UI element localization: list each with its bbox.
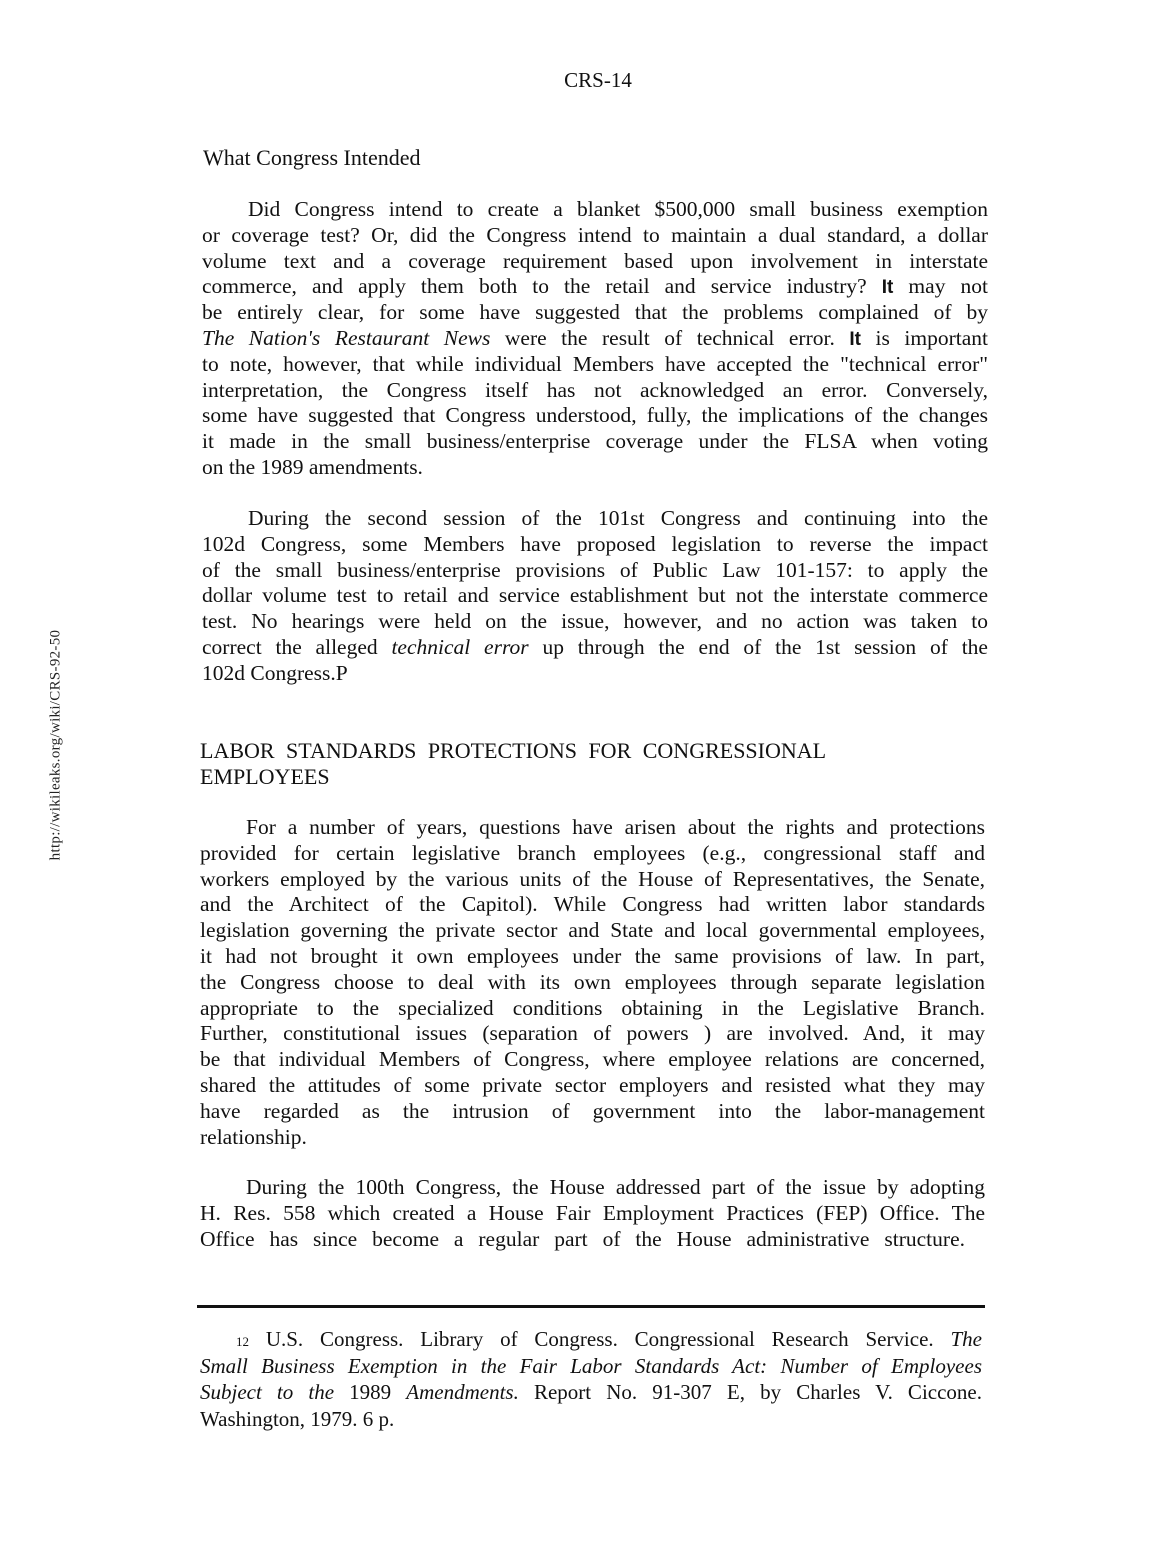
paragraph-line: appropriate to the specialized conditions obtaining in the Legislative Branch. bbox=[200, 995, 985, 1020]
paragraph-line: During the second session of the 101st Congress and continuing into the bbox=[248, 506, 988, 530]
paragraph-line bbox=[202, 326, 988, 352]
text-run: commerce, and apply them both to the retail and service industry? bbox=[202, 274, 882, 299]
paragraph-line: it had not brought it own employees under the same provisions of law. In part, bbox=[200, 943, 985, 968]
section-heading-labor-standards bbox=[200, 738, 826, 790]
paragraph-101st-congress bbox=[202, 506, 988, 687]
page-number: CRS-14 bbox=[564, 68, 632, 92]
text-run: U.S. Congress. Library of Congress. Congressional Research Service. bbox=[249, 1327, 951, 1351]
text-run: 1989 bbox=[334, 1380, 407, 1404]
bold-it-word: It bbox=[881, 277, 894, 299]
paragraph-line bbox=[202, 635, 988, 661]
paragraph-line: and the Architect of the Capitol). While Congress had written labor standards bbox=[200, 892, 985, 917]
footnote-line: Washington, 1979. 6 p. bbox=[200, 1406, 395, 1431]
side-url-watermark: http://wikileaks.org/wiki/CRS-92-50 bbox=[47, 629, 64, 861]
paragraph-line: test. No hearings were held on the issue, however, and no action was taken to bbox=[202, 609, 988, 634]
italic-run: The bbox=[950, 1327, 982, 1351]
paragraph-line: on the 1989 amendments. bbox=[202, 454, 423, 479]
footnote-marker: 12 bbox=[236, 1334, 249, 1349]
paragraph-line: workers employed by the various units of the House of Representatives, the Senate, bbox=[200, 866, 985, 891]
paragraph-line: relationship. bbox=[200, 1124, 307, 1149]
bold-it-word: It bbox=[849, 328, 861, 350]
paragraph-line: the Congress choose to deal with its own employees through separate legislation bbox=[200, 969, 985, 994]
paragraph-line: H. Res. 558 which created a House Fair Employment Practices (FEP) Office. The bbox=[200, 1200, 985, 1225]
heading-line: LABOR STANDARDS PROTECTIONS FOR CONGRESSIONAL bbox=[200, 738, 827, 763]
text-run: may not bbox=[893, 274, 988, 299]
italic-run: Subject to the bbox=[200, 1380, 335, 1404]
paragraph-line: have regarded as the intrusion of government into the labor-management bbox=[200, 1098, 985, 1123]
paragraph-line: interpretation, the Congress itself has not acknowledged an error. Conversely, bbox=[202, 377, 988, 402]
text-run: Report No. 91-307 E, by Charles V. Ciccone. bbox=[518, 1380, 982, 1404]
paragraph-line: to note, however, that while individual Members have accepted the "technical error" bbox=[202, 351, 988, 376]
paragraph-line: For a number of years, questions have arisen about the rights and protections bbox=[246, 815, 985, 839]
paragraph-line bbox=[202, 274, 988, 300]
paragraph-line: 102d Congress.P bbox=[202, 660, 348, 685]
paragraph-line: be entirely clear, for some have suggested that the problems complained of by bbox=[202, 300, 988, 325]
paragraph-line: Further, constitutional issues (separation of powers ) are involved. And, it may bbox=[200, 1021, 985, 1046]
section-heading-what-congress-intended: What Congress Intended bbox=[203, 145, 421, 170]
paragraph-line: provided for certain legislative branch employees (e.g., congressional staff and bbox=[200, 840, 985, 865]
paragraph-line: some have suggested that Congress understood, fully, the implications of the changes bbox=[202, 403, 988, 428]
paragraph-line: be that individual Members of Congress, where employee relations are concerned, bbox=[200, 1047, 985, 1072]
paragraph-line: shared the attitudes of some private sector employers and resisted what they may bbox=[200, 1072, 985, 1097]
heading-line: EMPLOYEES bbox=[200, 764, 330, 789]
paragraph-line: dollar volume test to retail and service establishment but not the interstate commerce bbox=[202, 583, 988, 608]
paragraph-100th-congress bbox=[200, 1175, 985, 1252]
italic-run: Amendments. bbox=[406, 1380, 519, 1404]
publication-title: The Nation's Restaurant News bbox=[202, 325, 491, 350]
text-run: up through the end of the 1st session of the bbox=[528, 634, 988, 659]
paragraph-legislative-employees bbox=[200, 815, 985, 1150]
italic-term: technical error bbox=[391, 634, 529, 659]
italic-run: Small Business Exemption in the Fair Labor Standards Act: Number of Employees bbox=[200, 1353, 982, 1378]
paragraph-line: volume text and a coverage requirement based upon involvement in interstate bbox=[202, 248, 988, 273]
paragraph-line: legislation governing the private sector and State and local governmental employees, bbox=[200, 918, 985, 943]
footnote-line bbox=[200, 1379, 982, 1406]
paragraph-line: of the small business/enterprise provisions of Public Law 101-157: to apply the bbox=[202, 557, 988, 582]
footnote-line bbox=[200, 1353, 982, 1380]
text-run: correct the alleged bbox=[202, 634, 392, 659]
footnote-divider bbox=[197, 1305, 985, 1308]
paragraph-line: During the 100th Congress, the House addressed part of the issue by adopting bbox=[246, 1175, 985, 1199]
text-run: is important bbox=[861, 325, 989, 350]
paragraph-line: it made in the small business/enterprise coverage under the FLSA when voting bbox=[202, 429, 988, 454]
paragraph-line: Did Congress intend to create a blanket $500,000 small business exemption bbox=[248, 197, 988, 221]
paragraph-line: 102d Congress, some Members have proposed legislation to reverse the impact bbox=[202, 531, 988, 556]
paragraph-congress-intent bbox=[202, 197, 988, 481]
footnote-12 bbox=[200, 1326, 982, 1432]
paragraph-line: Office has since become a regular part of the House administrative structure. bbox=[200, 1226, 965, 1251]
text-run: were the result of technical error. bbox=[490, 325, 850, 350]
paragraph-line: or coverage test? Or, did the Congress intend to maintain a dual standard, a dollar bbox=[202, 222, 988, 247]
footnote-line bbox=[200, 1326, 982, 1353]
